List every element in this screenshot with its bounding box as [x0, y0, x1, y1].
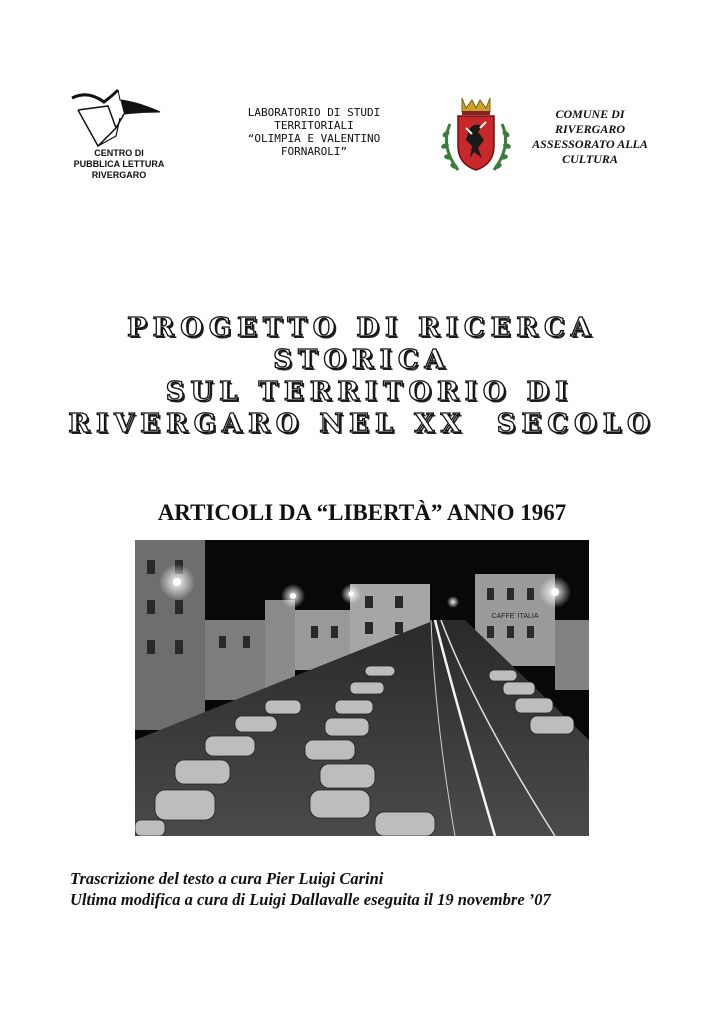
lab-line-3: “OLIMPIA E VALENTINO — [247, 132, 381, 145]
credits — [70, 868, 690, 910]
coat-of-arms-icon — [436, 90, 516, 180]
laboratorio-label — [228, 106, 400, 158]
cafe-sign: CAFFE' ITALIA — [491, 613, 539, 620]
lab-line-1: LABORATORIO DI STUDI — [247, 106, 381, 119]
comune-label — [520, 107, 660, 167]
library-line-2: PUBBLICA LETTURA — [73, 159, 165, 169]
title-line-3: SUL TERRITORIO DI — [150, 377, 574, 407]
lab-line-4: FORNAROLI” — [280, 145, 348, 158]
lab-line-2: TERRITORIALI — [274, 119, 354, 132]
library-line-3: RIVERGARO — [91, 170, 147, 180]
document-subtitle: ARTICOLI DA “LIBERTÀ” ANNO 1967 — [157, 500, 567, 525]
document-title — [40, 312, 684, 440]
library-line-1: CENTRO DI — [94, 148, 144, 158]
comune-line-1: COMUNE DI — [555, 107, 625, 121]
comune-line-4: CULTURA — [562, 152, 618, 166]
comune-line-2: RIVERGARO — [554, 122, 626, 136]
title-line-1: PROGETTO DI RICERCA — [127, 313, 597, 343]
title-line-4: RIVERGARO NEL XX SECOLO — [68, 409, 656, 439]
seagull-book-icon — [68, 88, 168, 150]
library-logo — [64, 88, 174, 188]
credit-line-1: Trascrizione del testo a cura Pier Luigi Carini — [70, 869, 384, 888]
comune-line-3: ASSESSORATO ALLA — [532, 137, 648, 151]
night-street-photo — [135, 540, 589, 836]
credit-line-2: Ultima modifica a cura di Luigi Dallavalle eseguita il 19 novembre ’07 — [70, 890, 551, 909]
title-line-2: STORICA — [273, 345, 451, 375]
